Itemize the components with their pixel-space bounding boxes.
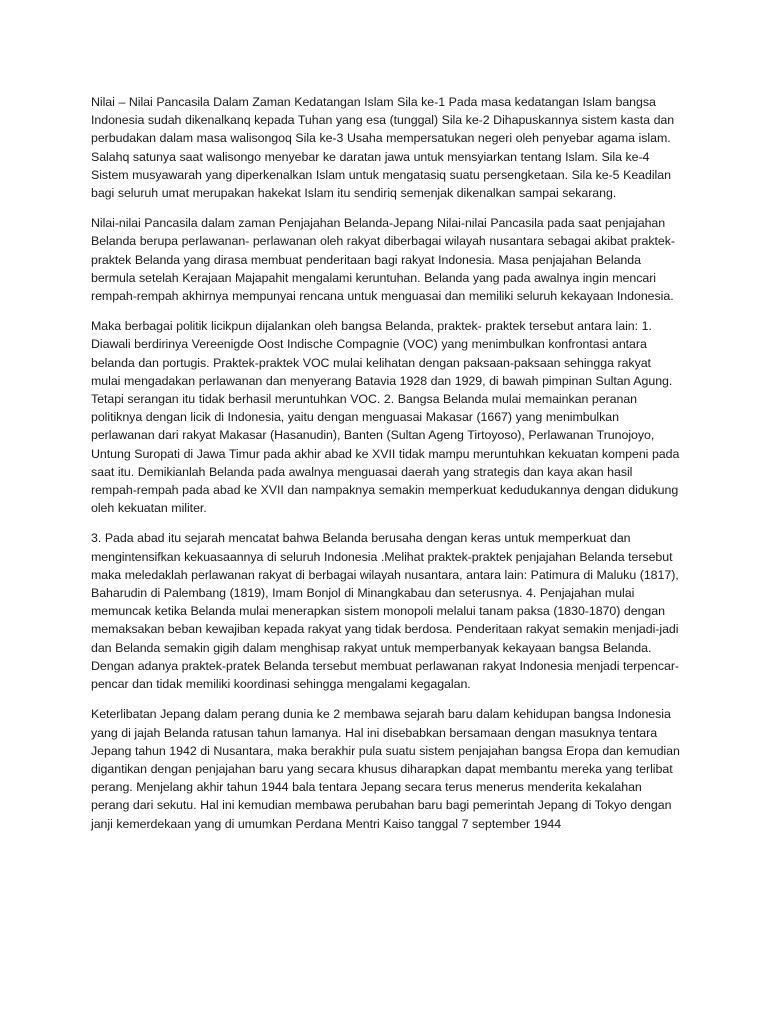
paragraph-keterlibatan-jepang: Keterlibatan Jepang dalam perang dunia ke 2 membawa sejarah baru dalam kehidupan bangsa Indonesia yang di jajah Belanda ratusan tahun lamanya. Hal ini disebabkan bersamaan dengan masuknya tentara Jepang tahun 1942 di Nusantara, maka berakhir pula suatu sistem penjajahan bangsa Eropa dan kemudian digantikan dengan penjajahan baru yang secara khusus diharapkan dapat membantu mereka yang terlibat perang. Menjelang akhir tahun 1944 bala tentara Jepang secara terus menerus menderita kekalahan perang dari sekutu. Hal ini kemudian membawa perubahan baru bagi pemerintah Jepang di Tokyo dengan janji kemerdekaan yang di umumkan Perdana Mentri Kaiso tanggal 7 september 1944 [91, 707, 680, 831]
document-body [91, 93, 681, 845]
paragraph-penjajahan-belanda-jepang: Nilai-nilai Pancasila dalam zaman Penjajahan Belanda-Jepang Nilai-nilai Pancasila pada saat penjajahan Belanda berupa perlawanan- perlawanan oleh rakyat diberbagai wilayah nusantara sebagai akibat praktek-praktek Belanda yang dirasa membuat penderitaan bagi rakyat Indonesia. Masa penjajahan Belanda bermula setelah Kerajaan Majapahit mengalami keruntuhan. Belanda yang pada awalnya ingin mencari rempah-rempah akhirnya mempunyai rencana untuk menguasai dan memiliki seluruh kekayaan Indonesia. [91, 216, 675, 304]
paragraph-politik-belanda: Maka berbagai politik licikpun dijalankan oleh bangsa Belanda, praktek- praktek tersebut antara lain: 1. Diawali berdirinya Vereenigde Oost Indische Compagnie (VOC) yang menimbulkan konfrontasi antara belanda dan portugis. Praktek-praktek VOC mulai kelihatan dengan paksaan-paksaan sehingga rakyat mulai mengadakan perlawanan dan menyerang Batavia 1928 dan 1929, di bawah pimpinan Sultan Agung. Tetapi serangan itu tidak berhasil meruntuhkan VOC. 2. Bangsa Belanda mulai memainkan peranan politiknya dengan licik di Indonesia, yaitu dengan menguasai Makasar (1667) yang menimbulkan perlawanan dari rakyat Makasar (Hasanudin), Banten (Sultan Ageng Tirtoyoso), Perlawanan Trunojoyo, Untung Suropati di Jawa Timur pada akhir abad ke XVII tidak mampu meruntuhkan kekuatan kompeni pada saat itu. Demikianlah Belanda pada awalnya menguasai daerah yang strategis dan kaya akan hasil rempah-rempah pada abad ke XVII dan nampaknya semakin memperkuat kedudukannya dengan didukung oleh kekuatan militer. [91, 319, 680, 516]
paragraph-pancasila-islam: Nilai – Nilai Pancasila Dalam Zaman Kedatangan Islam Sila ke-1 Pada masa kedatangan Islam bangsa Indonesia sudah dikenalkanq kepada Tuhan yang esa (tunggal) Sila ke-2 Dihapuskannya sistem kasta dan perbudakan dalam masa walisongoq Sila ke-3 Usaha mempersatukan negeri oleh penyebar agama islam. Salahq satunya saat walisongo menyebar ke daratan jawa untuk mensyiarkan tentang Islam. Sila ke-4 Sistem musyawarah yang diperkenalkan Islam untuk mengatasiq suatu persengketaan. Sila ke-5 Keadilan bagi seluruh umat merupakan hakekat Islam itu sendiriq semenjak dikenalkan sampai sekarang. [91, 95, 675, 201]
paragraph-perlawanan-rakyat: 3. Pada abad itu sejarah mencatat bahwa Belanda berusaha dengan keras untuk memperkuat dan mengintensifkan kekuasaannya di seluruh Indonesia .Melihat praktek-praktek penjajahan Belanda tersebut maka meledaklah perlawanan rakyat di berbagai wilayah nusantara, antara lain: Patimura di Maluku (1817), Baharudin di Palembang (1819), Imam Bonjol di Minangkabau dan seterusnya. 4. Penjajahan mulai memuncak ketika Belanda mulai menerapkan sistem monopoli melalui tanam paksa (1830-1870) dengan memaksakan beban kewajiban kepada rakyat yang tidak berdosa. Penderitaan rakyat semakin menjadi-jadi dan Belanda semakin gigih dalam menghisap rakyat untuk memperbanyak kekayaan bangsa Belanda. Dengan adanya praktek-pratek Belanda tersebut membuat perlawanan rakyat Indonesia menjadi terpencar-pencar dan tidak memiliki koordinasi sehingga mengalami kegagalan. [91, 531, 679, 692]
